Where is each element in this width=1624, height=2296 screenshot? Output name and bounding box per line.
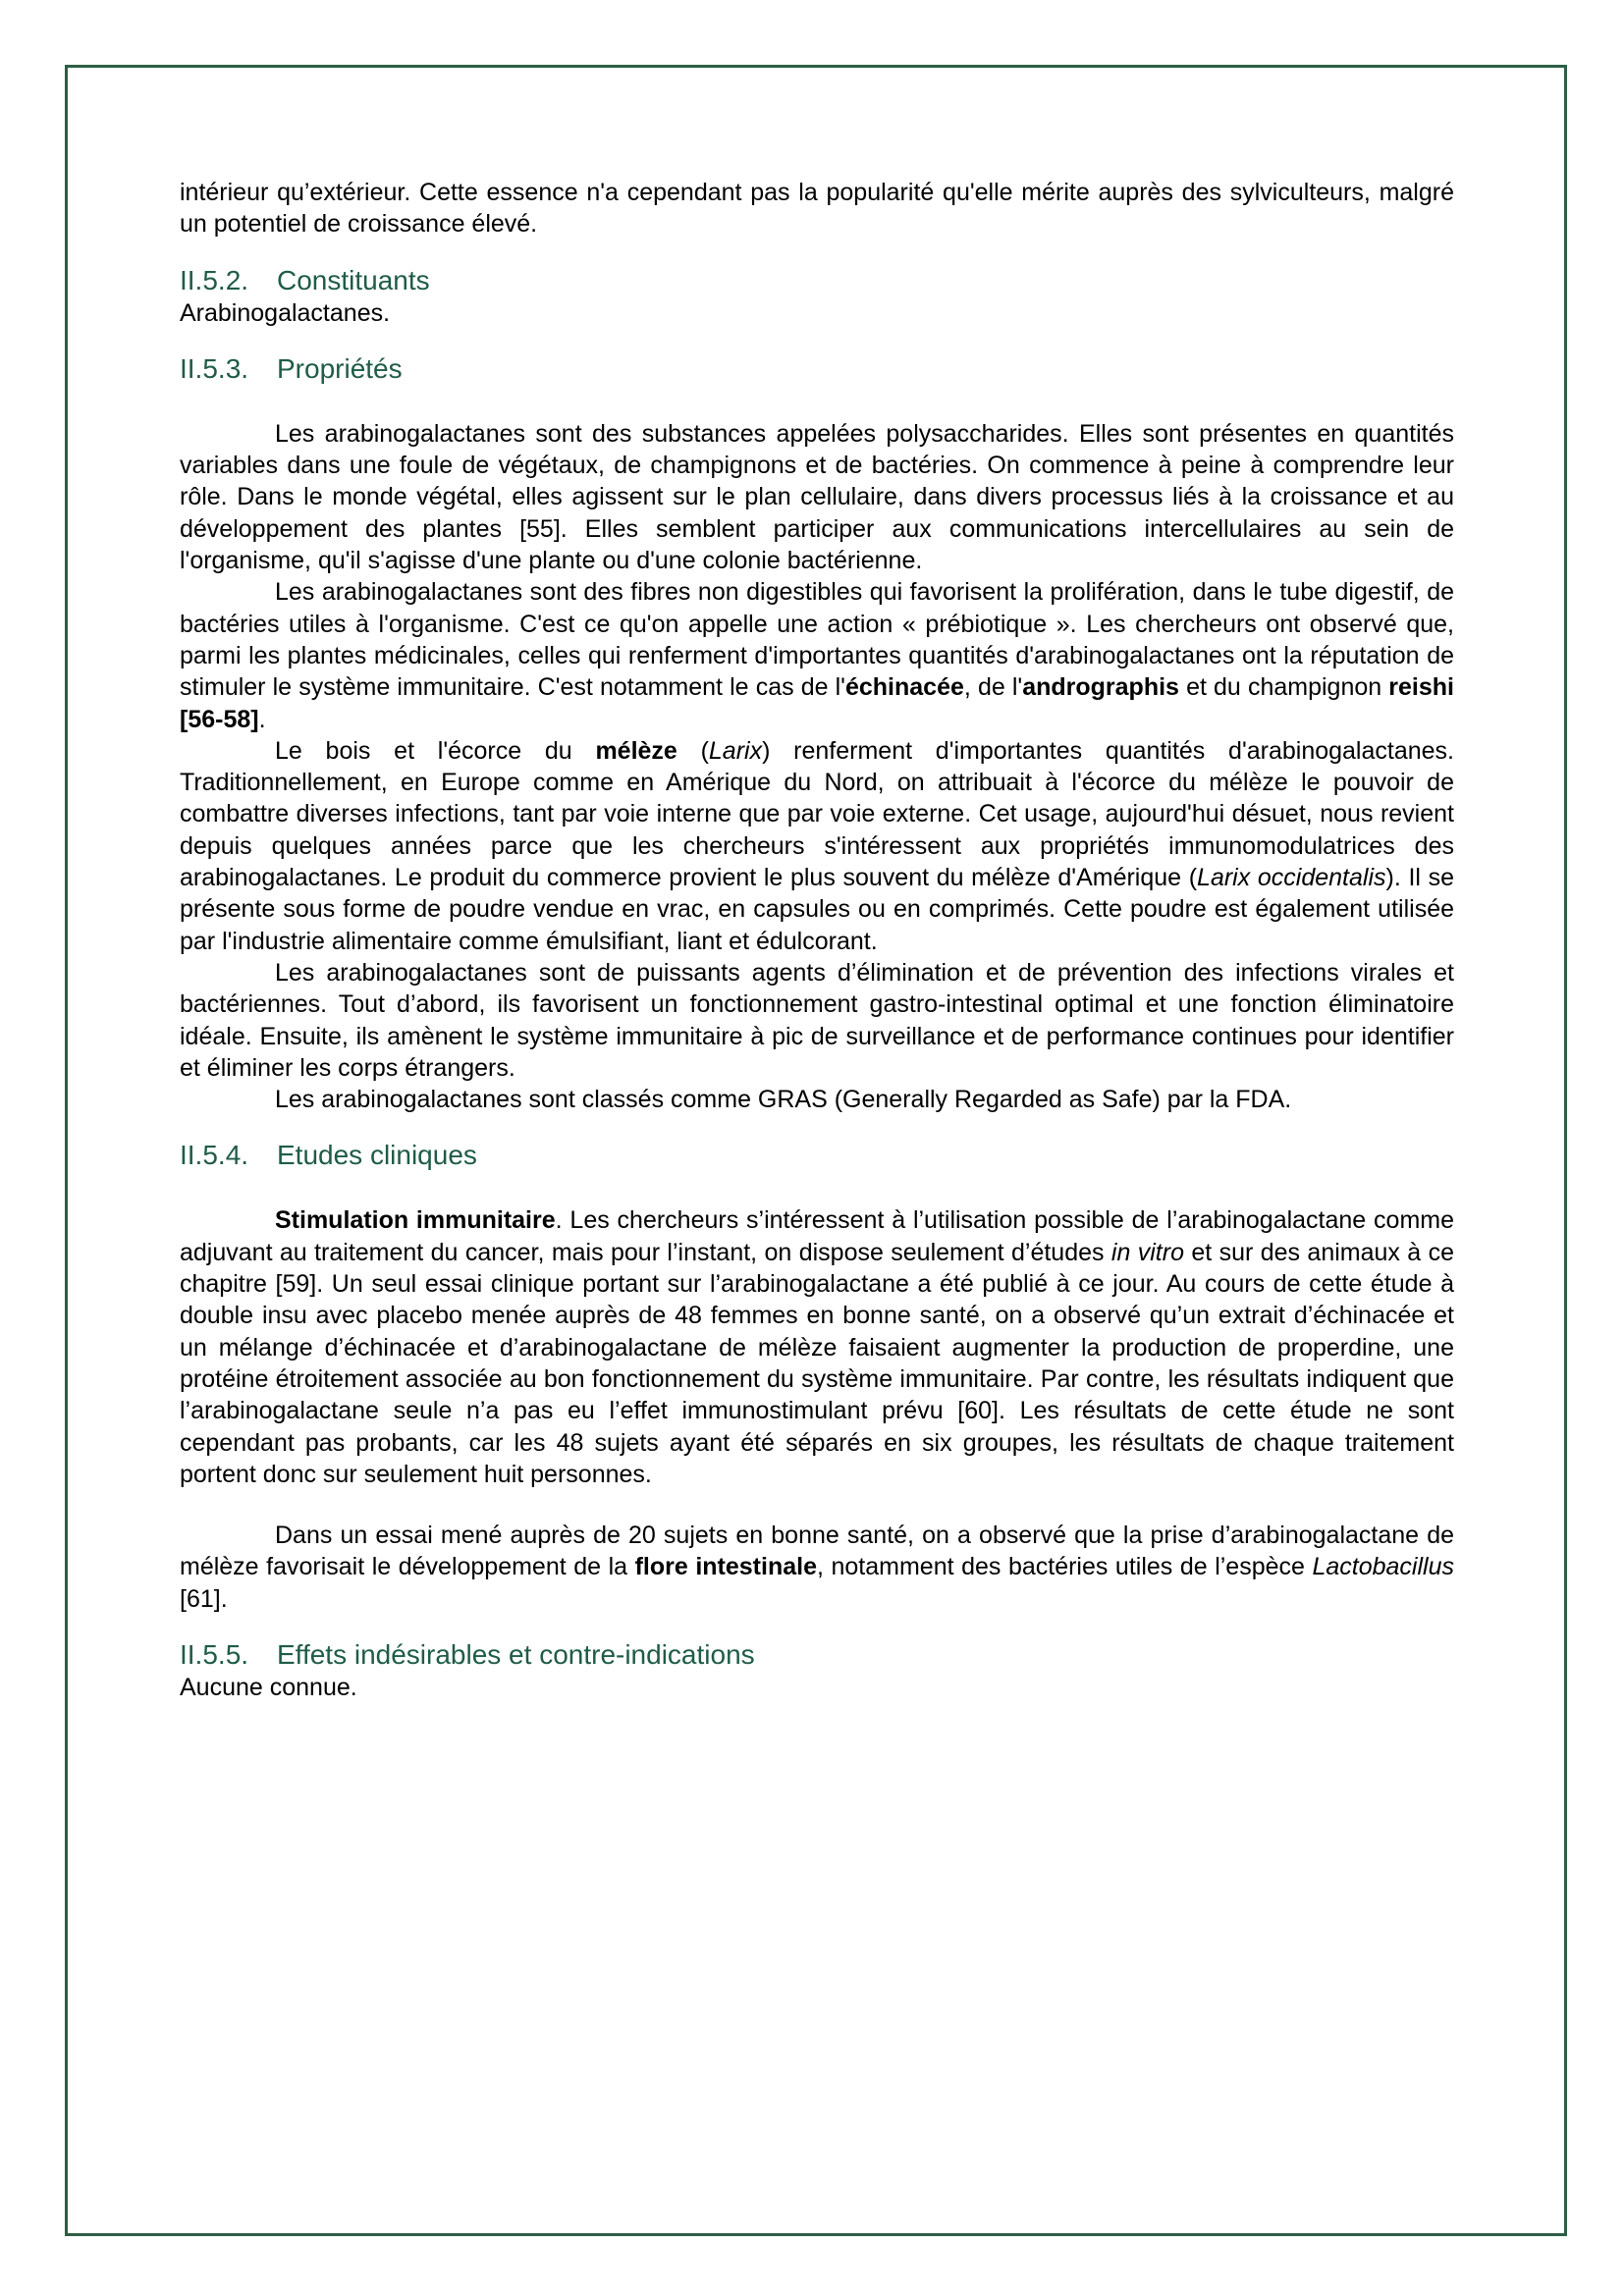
term-flore-intestinale: flore intestinale [634,1553,817,1581]
section-heading-effets-indesirables [180,1638,1454,1672]
term-in-vitro: in vitro [1110,1238,1184,1266]
section-title: Etudes cliniques [277,1140,477,1171]
section-heading-proprietes [180,352,1454,386]
term-reishi: reishi [56-58] [180,673,1454,733]
section-number: II.5.2. [180,264,249,295]
etudes-paragraph-2: Dans un essai mené auprès de 20 sujets en bonne santé, on a observé que la prise d’arabinogalactane de mélèze favorisait le développement de la flore intestinale, notamment des bactéries utiles de l’espèce Lactobacillus [61]. [180,1522,1454,1613]
term-stimulation-immunitaire: Stimulation immunitaire [275,1206,556,1235]
section-title: Effets indésirables et contre-indications [277,1638,755,1670]
intro-paragraph: intérieur qu’extérieur. Cette essence n'a cependant pas la popularité qu'elle mérite auprès des sylviculteurs, malgré un potentiel de croissance élevé. [180,179,1454,239]
section-title: Constituants [277,264,430,295]
proprietes-paragraph-3: Le bois et l'écorce du mélèze (Larix) renferment d'importantes quantités d'arabinogalactanes. Traditionnellement, en Europe comme en Amérique du Nord, on attribuait à l'écorce du mélèze le pouvoir de combattre diverses infections, tant par voie interne que par voie externe. Cet usage, aujourd'hui désuet, nous revient depuis quelques années parce que les chercheurs s'intéressent aux propriétés immunomodulatrices des arabinogalactanes. Le produit du commerce provient le plus souvent du mélèze d'Amérique (Larix occidentalis). Il se présente sous forme de poudre vendue en vrac, en capsules ou en comprimés. Cette poudre est également utilisée par l'industrie alimentaire comme émulsifiant, liant et édulcorant. [180,736,1454,955]
section-heading-etudes-cliniques [180,1139,1454,1172]
proprietes-paragraph-1: Les arabinogalactanes sont des substances appelées polysaccharides. Elles sont présentes en quantités variables dans une foule de végétaux, de champignons et de bactéries. On commence à peine à comprendre leur rôle. Dans le monde végétal, elles agissent sur le plan cellulaire, dans divers processus liés à la croissance et au développement des plantes [55]. Elles semblent participer aux communications intercellulaires au sein de l'organisme, qu'il s'agisse d'une plante ou d'une colonie bactérienne. [180,419,1454,575]
proprietes-paragraph-5: Les arabinogalactanes sont classés comme GRAS (Generally Regarded as Safe) par la FDA. [275,1086,1292,1114]
term-larix-occidentalis: Larix occidentalis [1197,864,1386,892]
term-lactobacillus: Lactobacillus [1312,1553,1454,1581]
section-title: Propriétés [277,352,403,384]
etudes-paragraph-1: Stimulation immunitaire. Les chercheurs s’intéressent à l’utilisation possible de l’arabinogalactane comme adjuvant au traitement du cancer, mais pour l’instant, on dispose seulement d’études in vitro et sur des animaux à ce chapitre [59]. Un seul essai clinique portant sur l’arabinogalactane a été publié à ce jour. Au cours de cette étude à double insu avec placebo menée auprès de 48 femmes en bonne santé, on a observé qu’un extrait d’échinacée et un mélange d’échinacée et d’arabinogalactane de mélèze faisaient augmenter la production de properdine, une protéine étroitement associée au bon fonctionnement du système immunitaire. Par contre, les résultats indiquent que l’arabinogalactane seule n’a pas eu l’effet immunostimulant prévu [60]. Les résultats de cette étude ne sont cependant pas probants, car les 48 sujets ayant été séparés en six groupes, les résultats de chaque traitement portent donc sur seulement huit personnes. [180,1206,1454,1488]
proprietes-paragraph-4: Les arabinogalactanes sont de puissants agents d’élimination et de prévention des infections virales et bactériennes. Tout d’abord, ils favorisent un fonctionnement gastro-intestinal optimal et une fonction éliminatoire idéale. Ensuite, ils amènent le système immunitaire à pic de surveillance et de performance continues pour identifier et éliminer les corps étrangers. [180,958,1454,1082]
term-meleze: mélèze [595,736,677,765]
effets-text: Aucune connue. [180,1673,357,1701]
section-number: II.5.4. [180,1140,249,1171]
section-heading-constituants [180,264,1454,297]
constituants-text: Arabinogalactanes. [180,298,391,327]
term-larix: Larix [708,736,763,765]
term-andrographis: andrographis [1022,673,1179,702]
term-echinacee: échinacée [844,673,964,702]
section-number: II.5.3. [180,352,249,384]
proprietes-paragraph-2: Les arabinogalactanes sont des fibres non digestibles qui favorisent la prolifération, dans le tube digestif, de bactéries utiles à l'organisme. C'est ce qu'on appelle une action « prébiotique ». Les chercheurs ont observé que, parmi les plantes médicinales, celles qui renferment d'importantes quantités d'arabinogalactanes ont la réputation de stimuler le système immunitaire. C'est notamment le cas de l'échinacée, de l'andrographis et du champignon reishi [56-58]. [180,578,1454,733]
document-body [180,177,1454,1703]
section-number: II.5.5. [180,1638,249,1670]
